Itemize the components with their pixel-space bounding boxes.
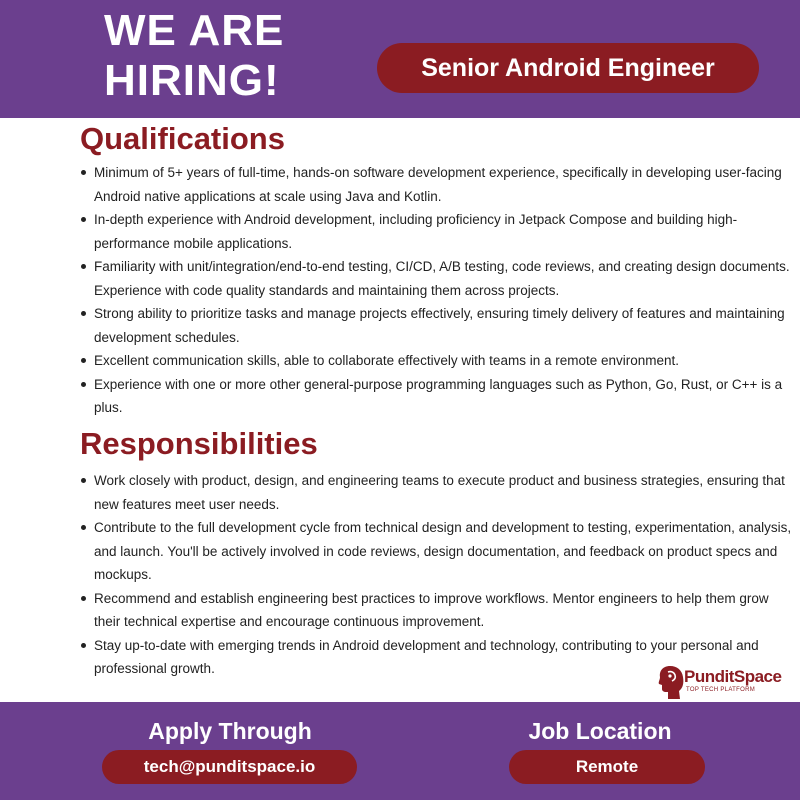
list-item: Minimum of 5+ years of full-time, hands-on software development experience, specifically in developing user-facing Android native applications at scale using Java and Kotlin. bbox=[76, 161, 794, 208]
hiring-line-2: HIRING! bbox=[104, 56, 280, 105]
header-banner bbox=[0, 0, 800, 118]
responsibilities-list bbox=[76, 469, 794, 681]
logo-name: PunditSpace bbox=[684, 667, 782, 686]
logo-tagline: TOP TECH PLATFORM bbox=[686, 687, 755, 693]
list-item: Work closely with product, design, and engineering teams to execute product and business strategies, ensuring that new features meet user needs. bbox=[76, 469, 794, 516]
qualifications-list bbox=[76, 161, 794, 420]
list-item: Contribute to the full development cycle from technical design and development to testing, experimentation, analysis, and launch. You'll be actively involved in code reviews, design documentation, and feedback on product specs and mockups. bbox=[76, 516, 794, 587]
punditspace-logo bbox=[656, 664, 800, 700]
responsibilities-title: Responsibilities bbox=[80, 426, 318, 461]
list-item: Familiarity with unit/integration/end-to-end testing, CI/CD, A/B testing, code reviews, and creating design documents. Experience with code quality standards and maintaining them across projects. bbox=[76, 255, 794, 302]
hiring-line-1: WE ARE bbox=[104, 6, 285, 55]
list-item: Excellent communication skills, able to collaborate effectively with teams in a remote environment. bbox=[76, 349, 794, 373]
list-item: Experience with one or more other general-purpose programming languages such as Python, Go, Rust, or C++ is a plus. bbox=[76, 373, 794, 420]
qualifications-title: Qualifications bbox=[80, 121, 285, 156]
footer-banner bbox=[0, 702, 800, 800]
hiring-headline bbox=[104, 6, 304, 106]
job-location-badge: Remote bbox=[509, 750, 705, 784]
job-location-label: Job Location bbox=[528, 718, 672, 744]
job-title-badge: Senior Android Engineer bbox=[377, 43, 759, 93]
list-item: Strong ability to prioritize tasks and manage projects effectively, ensuring timely delivery of features and maintaining development schedules. bbox=[76, 302, 794, 349]
list-item: Recommend and establish engineering best practices to improve workflows. Mentor engineers to help them grow their technical expertise and encourage continuous improvement. bbox=[76, 587, 794, 634]
list-item: Stay up-to-date with emerging trends in Android development and technology, contributing to your personal and professional growth. bbox=[76, 634, 794, 681]
head-silhouette-icon bbox=[656, 664, 686, 700]
apply-email-badge[interactable]: tech@punditspace.io bbox=[102, 750, 357, 784]
list-item: In-depth experience with Android development, including proficiency in Jetpack Compose and building high-performance mobile applications. bbox=[76, 208, 794, 255]
apply-through-label: Apply Through bbox=[148, 718, 312, 744]
